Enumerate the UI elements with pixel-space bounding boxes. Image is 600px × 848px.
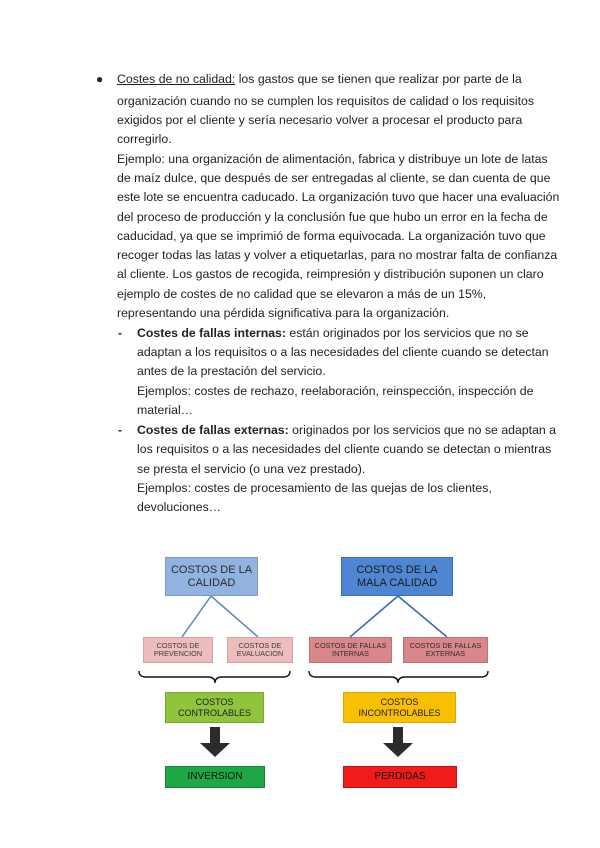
- connector-line: [350, 596, 398, 637]
- example-line: de maíz dulce, que después de ser entregadas al cliente, se dan cuenta de que: [117, 171, 551, 185]
- perdidas-box: PERDIDAS: [343, 766, 457, 788]
- inversion-box: INVERSION: [165, 766, 265, 788]
- example-line: recoger todas las latas y volver a etiquetarlas, para no mostrar falta de confianza: [117, 248, 558, 262]
- dash-bullet: -: [118, 423, 122, 437]
- example-line: este lote se encuentra caducado. La organización tuvo que hacer una evaluación: [117, 190, 560, 204]
- costos-fallas-externas-box: COSTOS DE FALLAS EXTERNAS: [403, 637, 488, 663]
- costos-prevencion-box: COSTOS DE PREVENCION: [143, 637, 213, 663]
- bullet-icon: ●: [96, 72, 104, 86]
- costos-evaluacion-box: COSTOS DE EVALUACION: [227, 637, 293, 663]
- sub-item-term: Costes de fallas externas:: [137, 423, 289, 437]
- connector-line: [182, 596, 211, 637]
- sub-item-line: material…: [137, 403, 194, 417]
- sub-item-line: antes de la prestación del servicio.: [137, 364, 326, 378]
- sub-item-line: los requisitos o a las necesidades del cliente cuando se detectan o mientras: [137, 442, 552, 456]
- definition-line-3: exigidos por el cliente y sería necesario volver a procesar el producto para: [117, 113, 523, 127]
- sub-item-line: Ejemplos: costes de rechazo, reelaboración, reinspección, inspección de: [137, 384, 534, 398]
- definition-line-2: organización cuando no se cumplen los requisitos de calidad o los requisitos: [117, 94, 534, 108]
- definition-line-4: corregirlo.: [117, 132, 172, 146]
- example-line: Ejemplo: una organización de alimentación, fabrica y distribuye un lote de latas: [117, 152, 548, 166]
- brace-right: [309, 671, 488, 683]
- arrow-down-icon: [383, 727, 413, 757]
- costos-fallas-internas-box: COSTOS DE FALLAS INTERNAS: [309, 637, 392, 663]
- costos-calidad-box: COSTOS DE LA CALIDAD: [165, 557, 258, 596]
- example-line: al cliente. Los gastos de recogida, reimpresión y distribución suponen un claro: [117, 267, 544, 281]
- connector-line: [398, 596, 447, 637]
- sub-item-term: Costes de fallas internas:: [137, 326, 286, 340]
- definition-line-1: Costes de no calidad: los gastos que se tienen que realizar por parte de la: [117, 72, 522, 86]
- sub-item-external-first-line: Costes de fallas externas: originados por los servicios que no se adaptan a: [137, 423, 557, 437]
- sub-item-line: devoluciones…: [137, 500, 222, 514]
- costos-incontrolables-box: COSTOS INCONTROLABLES: [343, 692, 456, 723]
- arrow-down-icon: [200, 727, 230, 757]
- sub-item-line: Ejemplos: costes de procesamiento de las quejas de los clientes,: [137, 481, 492, 495]
- example-line: del proceso de producción y la conclusión fue que hubo un error en la fecha de: [117, 210, 548, 224]
- connector-line: [211, 596, 258, 637]
- example-line: caducidad, ya que se imprimió de forma equivocada. La organización tuvo que: [117, 229, 546, 243]
- example-line: ejemplo de costes de no calidad que se elevaron a más de un 15%,: [117, 287, 487, 301]
- sub-item-internal-first-line: Costes de fallas internas: están originados por los servicios que no se: [137, 326, 529, 340]
- dash-bullet: -: [118, 326, 122, 340]
- sub-item-line: se presta el servicio (o una vez prestado).: [137, 462, 366, 476]
- section-term: Costes de no calidad:: [117, 72, 236, 86]
- costos-controlables-box: COSTOS CONTROLABLES: [165, 692, 264, 723]
- sub-item-line: adaptan a los requisitos o a las necesidades del cliente cuando se detectan: [137, 345, 549, 359]
- brace-left: [139, 671, 290, 683]
- example-line: representando una pérdida significativa para la organización.: [117, 306, 450, 320]
- costos-mala-calidad-box: COSTOS DE LA MALA CALIDAD: [341, 557, 453, 596]
